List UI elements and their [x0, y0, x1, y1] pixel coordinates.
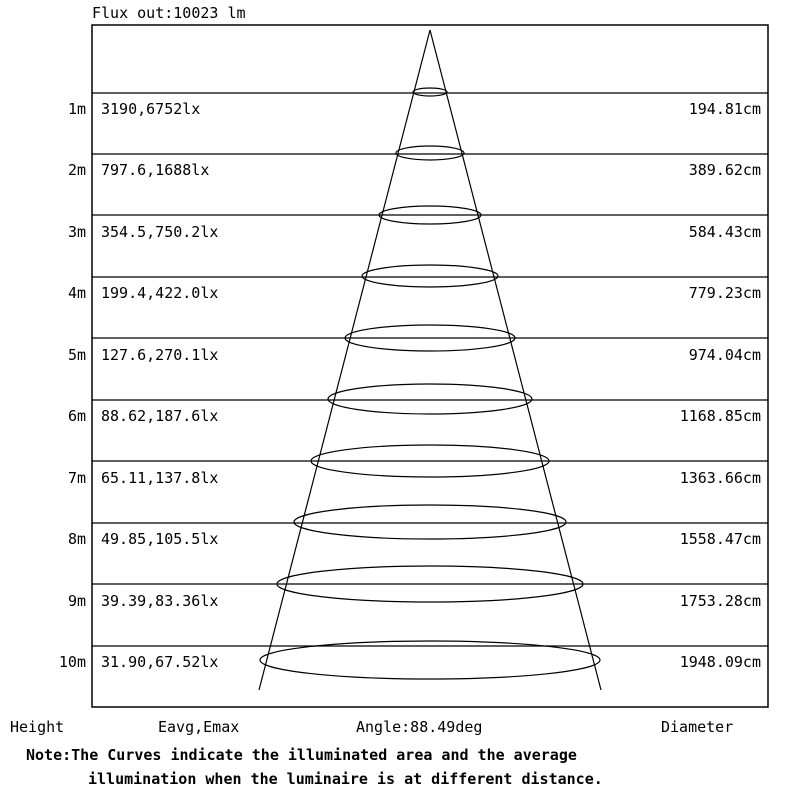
beam-cone [259, 30, 601, 690]
row-diameter-1: 194.81cm [688, 100, 761, 118]
row-height-2: 2m [67, 161, 86, 179]
row-height-4: 4m [67, 284, 86, 302]
row-diameter-3: 584.43cm [688, 223, 761, 241]
axis-label-diameter: Diameter [661, 718, 734, 736]
row-eavg-emax-9: 39.39,83.36lx [101, 592, 219, 610]
row-eavg-emax-4: 199.4,422.0lx [101, 284, 219, 302]
row-height-10: 10m [58, 653, 86, 671]
row-diameter-7: 1363.66cm [679, 469, 761, 487]
flux-out-label: Flux out:10023 lm [92, 4, 246, 22]
row-height-8: 8m [67, 530, 86, 548]
row-height-3: 3m [67, 223, 86, 241]
row-diameter-2: 389.62cm [688, 161, 761, 179]
row-height-1: 1m [67, 100, 86, 118]
axis-label-eavg-emax: Eavg,Emax [158, 718, 240, 736]
row-diameter-8: 1558.47cm [679, 530, 761, 548]
note-line-1: Note:The Curves indicate the illuminated area and the average [26, 746, 577, 764]
row-eavg-emax-6: 88.62,187.6lx [101, 407, 219, 425]
row-eavg-emax-8: 49.85,105.5lx [101, 530, 219, 548]
row-eavg-emax-2: 797.6,1688lx [101, 161, 210, 179]
row-diameter-9: 1753.28cm [679, 592, 761, 610]
row-height-5: 5m [67, 346, 86, 364]
row-eavg-emax-5: 127.6,270.1lx [101, 346, 219, 364]
row-eavg-emax-3: 354.5,750.2lx [101, 223, 219, 241]
axis-label-height: Height [10, 718, 65, 736]
row-eavg-emax-10: 31.90,67.52lx [101, 653, 219, 671]
row-diameter-6: 1168.85cm [679, 407, 761, 425]
row-eavg-emax-1: 3190,6752lx [101, 100, 201, 118]
axis-label-angle: Angle:88.49deg [356, 718, 483, 736]
row-height-7: 7m [67, 469, 86, 487]
row-diameter-5: 974.04cm [688, 346, 761, 364]
note-line-2: illumination when the luminaire is at different distance. [88, 770, 603, 788]
row-eavg-emax-7: 65.11,137.8lx [101, 469, 219, 487]
row-diameter-10: 1948.09cm [679, 653, 761, 671]
row-diameter-4: 779.23cm [688, 284, 761, 302]
row-height-6: 6m [67, 407, 86, 425]
row-height-9: 9m [67, 592, 86, 610]
illuminated-area-ellipses [260, 88, 600, 679]
